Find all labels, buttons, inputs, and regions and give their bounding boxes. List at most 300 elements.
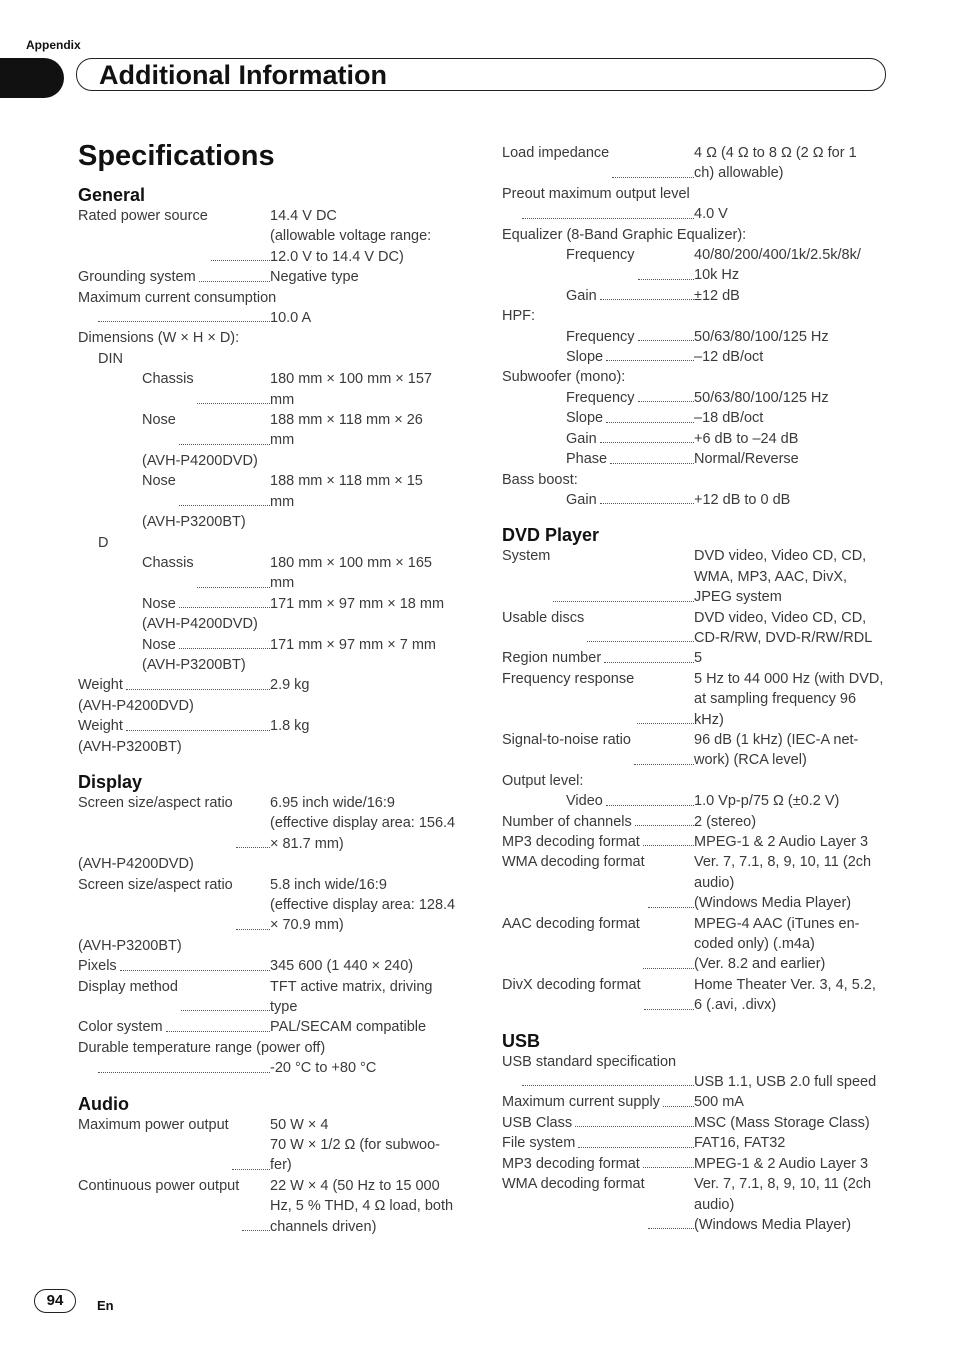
dot-leader — [126, 675, 270, 689]
spec-label: WMA decoding format — [502, 854, 645, 871]
spec-value — [694, 286, 892, 306]
spec-row — [502, 327, 892, 347]
spec-value — [694, 852, 892, 913]
spec-label-cell — [502, 546, 694, 607]
spec-subheading: (AVH-P4200DVD) — [142, 616, 258, 633]
spec-row — [502, 245, 892, 286]
spec-value — [270, 1058, 468, 1078]
appendix-label: Appendix — [26, 38, 81, 52]
spec-value-line: (Windows Media Player) — [694, 1216, 852, 1233]
language-label: En — [97, 1298, 114, 1313]
spec-value-line: 6 (.avi, .divx) — [694, 997, 777, 1014]
spec-section-general — [78, 184, 468, 757]
spec-label: Load impedance — [502, 145, 610, 161]
spec-value — [694, 832, 892, 852]
spec-row — [502, 730, 892, 771]
spec-value — [270, 410, 468, 451]
spec-row — [502, 1154, 892, 1174]
spec-value-line: mm — [270, 493, 295, 510]
spec-value-line: 180 mm × 100 mm × 165 — [270, 554, 432, 571]
spec-row — [502, 791, 892, 811]
spec-row — [502, 286, 892, 306]
spec-subheading: (AVH-P3200BT) — [142, 514, 246, 531]
spec-row — [502, 408, 892, 428]
dot-leader — [553, 546, 694, 601]
spec-value — [694, 490, 892, 510]
spec-value-line: mm — [270, 575, 295, 592]
spec-value-line: 500 mA — [694, 1094, 744, 1111]
spec-label-cell — [78, 875, 270, 936]
spec-row — [502, 832, 892, 852]
spec-row — [502, 388, 892, 408]
spec-value-line: 171 mm × 97 mm × 7 mm — [270, 636, 436, 653]
spec-row — [502, 1174, 892, 1235]
spec-value — [694, 812, 892, 832]
dot-leader — [644, 975, 694, 1010]
spec-value — [694, 1072, 892, 1092]
dot-leader — [612, 143, 694, 178]
spec-value-line: 5 — [694, 650, 703, 667]
dot-leader — [197, 369, 270, 404]
spec-value — [694, 449, 892, 469]
spec-value-line: channels driven) — [270, 1218, 377, 1235]
spec-subheading: Preout maximum output level — [502, 185, 690, 202]
spec-label: Nose — [142, 595, 176, 612]
spec-row — [78, 410, 468, 451]
spec-label: Frequency — [566, 328, 635, 345]
spec-row — [78, 716, 468, 736]
spec-subheading: D — [98, 534, 109, 551]
spec-label: Rated power source — [78, 208, 208, 224]
spec-value-line: (effective display area: 128.4 — [270, 897, 456, 913]
spec-value-line: 180 mm × 100 mm × 157 — [270, 371, 432, 388]
spec-value-line: TFT active matrix, driving — [270, 978, 433, 995]
spec-label-cell — [502, 1174, 694, 1235]
spec-value-line: 12.0 V to 14.4 V DC) — [270, 248, 404, 265]
section-heading: Audio — [78, 1093, 129, 1114]
spec-value-line: 10.0 A — [270, 310, 312, 327]
spec-label-cell — [502, 408, 694, 428]
spec-value-line: coded only) (.m4a) — [694, 936, 815, 953]
spec-value — [270, 1115, 468, 1176]
spec-label: Weight — [78, 677, 123, 694]
dot-leader — [98, 1058, 270, 1072]
dot-leader — [179, 635, 270, 649]
spec-label: MP3 decoding format — [502, 834, 640, 850]
spec-label-cell — [78, 308, 270, 328]
spec-subheading: Durable temperature range (power off) — [78, 1039, 326, 1056]
dot-leader — [179, 594, 270, 608]
spec-value-line: 70 W × 1/2 Ω (for subwoo- — [270, 1137, 441, 1154]
spec-value — [694, 730, 892, 771]
spec-label-cell — [502, 648, 694, 668]
spec-value — [270, 1017, 468, 1037]
spec-value-line: audio) — [694, 1196, 735, 1213]
spec-value — [694, 546, 892, 607]
spec-value — [694, 648, 892, 668]
spec-value-line: 50 W × 4 — [270, 1116, 329, 1133]
spec-row — [502, 1072, 892, 1092]
spec-value-line: × 81.7 mm) — [270, 835, 344, 852]
spec-row — [78, 977, 468, 1018]
spec-row — [78, 1176, 468, 1237]
spec-value — [694, 1133, 892, 1153]
spec-label-cell — [78, 1176, 270, 1237]
spec-label: Pixels — [78, 958, 117, 975]
dot-leader — [199, 267, 270, 281]
spec-label-cell — [502, 245, 694, 286]
spec-value-line: WMA, MP3, AAC, DivX, — [694, 568, 848, 585]
dot-leader — [242, 1176, 270, 1231]
spec-label-cell — [78, 1058, 270, 1078]
spec-value — [270, 675, 468, 695]
spec-value — [694, 1154, 892, 1174]
spec-value-line: type — [270, 999, 298, 1016]
spec-label: Frequency — [566, 389, 635, 406]
spec-value-line: (allowable voltage range: — [270, 228, 432, 245]
spec-value — [270, 594, 468, 614]
spec-subheading: (AVH-P4200DVD) — [78, 697, 194, 714]
spec-subheading: (AVH-P3200BT) — [78, 738, 182, 755]
dot-leader — [236, 793, 270, 848]
spec-row — [502, 347, 892, 367]
spec-value-line: 6.95 inch wide/16:9 — [270, 794, 395, 811]
spec-row — [78, 1017, 468, 1037]
spec-label-cell — [502, 1154, 694, 1174]
spec-row — [78, 956, 468, 976]
spec-row — [78, 206, 468, 267]
dot-leader — [638, 245, 694, 280]
spec-section-dvd-player — [502, 524, 892, 1015]
dot-leader — [578, 1133, 694, 1147]
chapter-tab-marker — [0, 58, 64, 98]
dot-leader — [120, 956, 270, 970]
spec-value — [270, 308, 468, 328]
spec-label-cell — [502, 347, 694, 367]
section-heading: DVD Player — [502, 525, 600, 546]
spec-label: Nose — [142, 636, 176, 653]
spec-value-line: (Ver. 8.2 and earlier) — [694, 956, 826, 973]
spec-value-line: 96 dB (1 kHz) (IEC-A net- — [694, 731, 859, 748]
spec-row — [78, 1058, 468, 1078]
spec-row — [78, 594, 468, 614]
dot-leader — [606, 791, 694, 805]
spec-value-line: +12 dB to 0 dB — [694, 491, 791, 508]
spec-value-line: (Windows Media Player) — [694, 895, 852, 912]
spec-value — [694, 1092, 892, 1112]
spec-value — [694, 975, 892, 1016]
spec-label: Signal-to-noise ratio — [502, 731, 631, 748]
spec-label-cell — [502, 204, 694, 224]
spec-label-cell — [78, 471, 270, 512]
spec-row — [78, 471, 468, 512]
spec-label: Frequency — [566, 247, 635, 264]
spec-row — [502, 143, 892, 184]
spec-value-line: Negative type — [270, 269, 359, 286]
spec-row — [502, 1092, 892, 1112]
page-title: Specifications — [78, 140, 275, 172]
spec-value — [270, 553, 468, 594]
spec-label: Number of channels — [502, 813, 632, 830]
spec-section-continued — [502, 143, 892, 510]
spec-value — [694, 245, 892, 286]
spec-subheading: Dimensions (W × H × D): — [78, 330, 240, 347]
spec-label-cell — [502, 832, 694, 852]
spec-label-cell — [502, 914, 694, 975]
spec-label: Gain — [566, 430, 597, 447]
spec-subheading: (AVH-P4200DVD) — [78, 856, 194, 873]
spec-label: Slope — [566, 349, 604, 366]
spec-value — [694, 429, 892, 449]
dot-leader — [637, 669, 694, 724]
spec-label: Display method — [78, 978, 178, 995]
spec-label-cell — [502, 812, 694, 832]
spec-value-line: CD-R/RW, DVD-R/RW/RDL — [694, 629, 873, 646]
spec-value-line: Home Theater Ver. 3, 4, 5.2, — [694, 976, 876, 993]
spec-value-line: fer) — [270, 1157, 292, 1174]
spec-label-cell — [502, 1133, 694, 1153]
dot-leader — [600, 490, 694, 504]
spec-value-line: mm — [270, 432, 295, 449]
spec-subheading: Equalizer (8-Band Graphic Equalizer): — [502, 226, 747, 243]
spec-subheading: Bass boost: — [502, 471, 578, 488]
spec-value-line: 4 Ω (4 Ω to 8 Ω (2 Ω for 1 — [694, 145, 857, 161]
spec-label: Maximum current supply — [502, 1094, 660, 1111]
spec-value-line: DVD video, Video CD, CD, — [694, 548, 867, 565]
spec-label: Frequency response — [502, 670, 635, 687]
dot-leader — [638, 327, 694, 341]
spec-value-line: 50/63/80/100/125 Hz — [694, 389, 829, 406]
left-column — [78, 184, 468, 1237]
spec-subheading: (AVH-P4200DVD) — [142, 452, 258, 469]
spec-label-cell — [78, 793, 270, 854]
spec-label: DivX decoding format — [502, 976, 641, 993]
right-column — [502, 143, 892, 1235]
spec-label-cell — [502, 449, 694, 469]
spec-value-line: ch) allowable) — [694, 165, 784, 182]
dot-leader — [522, 204, 694, 218]
spec-subheading: DIN — [98, 350, 123, 367]
spec-subheading: HPF: — [502, 308, 536, 325]
spec-label: File system — [502, 1135, 576, 1152]
spec-label-cell — [78, 553, 270, 594]
spec-value — [694, 669, 892, 730]
spec-row — [502, 648, 892, 668]
spec-value-line: Ver. 7, 7.1, 8, 9, 10, 11 (2ch — [694, 854, 872, 871]
dot-leader — [600, 429, 694, 443]
spec-row — [78, 369, 468, 410]
spec-row — [502, 608, 892, 649]
spec-label: Screen size/aspect ratio — [78, 794, 233, 811]
dot-leader — [648, 1174, 694, 1229]
spec-row — [78, 875, 468, 936]
dot-leader — [232, 1115, 270, 1170]
dot-leader — [635, 812, 694, 826]
spec-row — [78, 675, 468, 695]
section-heading: USB — [502, 1030, 541, 1051]
spec-value-line: (effective display area: 156.4 — [270, 815, 456, 832]
spec-value — [270, 1176, 468, 1237]
spec-value — [270, 875, 468, 936]
spec-label: Video — [566, 793, 603, 810]
spec-label-cell — [78, 369, 270, 410]
spec-row — [502, 1133, 892, 1153]
spec-value-line: mm — [270, 391, 295, 408]
spec-label-cell — [502, 1072, 694, 1092]
spec-label: Chassis — [142, 371, 194, 388]
spec-value — [694, 1174, 892, 1235]
spec-row — [502, 429, 892, 449]
spec-label: Chassis — [142, 554, 194, 571]
spec-value — [694, 327, 892, 347]
spec-value-line: +6 dB to –24 dB — [694, 430, 799, 447]
spec-value — [270, 471, 468, 512]
spec-value-line: work) (RCA level) — [694, 752, 807, 769]
dot-leader — [179, 471, 270, 506]
dot-leader — [604, 648, 694, 662]
spec-label: Nose — [142, 412, 176, 429]
spec-value-line: MPEG-1 & 2 Audio Layer 3 — [694, 1155, 869, 1172]
spec-row — [502, 449, 892, 469]
spec-value-line: at sampling frequency 96 — [694, 691, 857, 708]
dot-leader — [638, 388, 694, 402]
spec-label-cell — [502, 730, 694, 771]
spec-label: Maximum power output — [78, 1116, 229, 1133]
spec-row — [78, 635, 468, 655]
spec-value-line: Normal/Reverse — [694, 451, 799, 468]
spec-label-cell — [78, 206, 270, 267]
spec-label: Slope — [566, 410, 604, 427]
spec-value-line: 2.9 kg — [270, 677, 310, 694]
spec-value — [694, 914, 892, 975]
spec-value — [694, 1113, 892, 1133]
dot-leader — [606, 347, 694, 361]
spec-value-line: MSC (Mass Storage Class) — [694, 1114, 870, 1131]
spec-label-cell — [502, 1113, 694, 1133]
spec-label: AAC decoding format — [502, 915, 640, 932]
spec-row — [502, 546, 892, 607]
spec-value-line: MPEG-4 AAC (iTunes en- — [694, 915, 860, 932]
spec-value — [694, 791, 892, 811]
spec-value — [694, 347, 892, 367]
spec-value-line: 2 (stereo) — [694, 813, 757, 830]
spec-value — [270, 267, 468, 287]
spec-label-cell — [78, 977, 270, 1018]
spec-label: MP3 decoding format — [502, 1155, 640, 1172]
spec-label-cell — [502, 429, 694, 449]
spec-row — [78, 1115, 468, 1176]
spec-subheading: Output level: — [502, 772, 584, 789]
spec-value-line: USB 1.1, USB 2.0 full speed — [694, 1074, 877, 1091]
spec-label-cell — [78, 410, 270, 451]
spec-subheading: Subwoofer (mono): — [502, 369, 626, 386]
dot-leader — [197, 553, 270, 588]
spec-value-line: 40/80/200/400/1k/2.5k/8k/ — [694, 247, 861, 264]
spec-value-line: MPEG-1 & 2 Audio Layer 3 — [694, 834, 869, 850]
page-number: 94 — [34, 1289, 76, 1313]
spec-value — [270, 716, 468, 736]
spec-value-line: kHz) — [694, 711, 724, 728]
spec-value-line: 4.0 V — [694, 206, 728, 223]
spec-label: Grounding system — [78, 269, 196, 286]
spec-value-line: Hz, 5 % THD, 4 Ω load, both — [270, 1198, 454, 1215]
spec-label-cell — [502, 388, 694, 408]
spec-label-cell — [502, 286, 694, 306]
spec-value — [270, 369, 468, 410]
spec-row — [78, 793, 468, 854]
dot-leader — [575, 1113, 694, 1127]
spec-label: Gain — [566, 287, 597, 304]
spec-value-line: –18 dB/oct — [694, 410, 764, 427]
spec-value-line: × 70.9 mm) — [270, 917, 344, 934]
dot-leader — [663, 1092, 694, 1106]
spec-value — [270, 977, 468, 1018]
spec-value — [270, 793, 468, 854]
spec-label-cell — [78, 267, 270, 287]
spec-label: Usable discs — [502, 609, 585, 626]
spec-section-audio — [78, 1093, 468, 1237]
dot-leader — [522, 1072, 694, 1086]
spec-label: Region number — [502, 650, 602, 667]
spec-value-line: 50/63/80/100/125 Hz — [694, 328, 829, 345]
spec-value-line: 1.8 kg — [270, 718, 310, 735]
spec-subheading: (AVH-P3200BT) — [142, 656, 246, 673]
spec-subheading: (AVH-P3200BT) — [78, 937, 182, 954]
spec-section-display — [78, 771, 468, 1079]
spec-value — [694, 388, 892, 408]
spec-value-line: ±12 dB — [694, 287, 740, 304]
spec-value-line: -20 °C to +80 °C — [270, 1060, 377, 1077]
spec-value — [694, 143, 892, 184]
spec-value-line: 188 mm × 118 mm × 15 — [270, 473, 423, 490]
dot-leader — [587, 608, 694, 643]
dot-leader — [643, 1154, 694, 1168]
spec-label: Color system — [78, 1019, 163, 1036]
spec-subheading: Maximum current consumption — [78, 289, 277, 306]
spec-section-usb — [502, 1030, 892, 1236]
chapter-header — [76, 58, 886, 91]
spec-label: WMA decoding format — [502, 1176, 645, 1193]
spec-label-cell — [502, 490, 694, 510]
spec-value-line: Ver. 7, 7.1, 8, 9, 10, 11 (2ch — [694, 1176, 872, 1193]
spec-label-cell — [78, 635, 270, 655]
spec-label-cell — [502, 669, 694, 730]
spec-label-cell — [502, 791, 694, 811]
spec-value-line: FAT16, FAT32 — [694, 1135, 786, 1152]
spec-value-line: JPEG system — [694, 589, 782, 606]
section-heading: Display — [78, 771, 143, 792]
spec-value — [694, 408, 892, 428]
spec-label-cell — [78, 594, 270, 614]
dot-leader — [236, 875, 270, 930]
spec-value — [270, 635, 468, 655]
dot-leader — [643, 832, 694, 846]
spec-value-line: –12 dB/oct — [694, 349, 764, 366]
spec-value-line: 14.4 V DC — [270, 208, 337, 224]
spec-row — [502, 1113, 892, 1133]
dot-leader — [610, 449, 694, 463]
spec-row — [78, 308, 468, 328]
spec-row — [78, 267, 468, 287]
spec-row — [502, 812, 892, 832]
spec-label-cell — [78, 1017, 270, 1037]
spec-row — [502, 204, 892, 224]
spec-label-cell — [78, 675, 270, 695]
spec-value-line: 5 Hz to 44 000 Hz (with DVD, — [694, 670, 884, 687]
spec-value-line: 22 W × 4 (50 Hz to 15 000 — [270, 1177, 440, 1194]
spec-value-line: 188 mm × 118 mm × 26 — [270, 412, 423, 429]
dot-leader — [166, 1017, 270, 1031]
